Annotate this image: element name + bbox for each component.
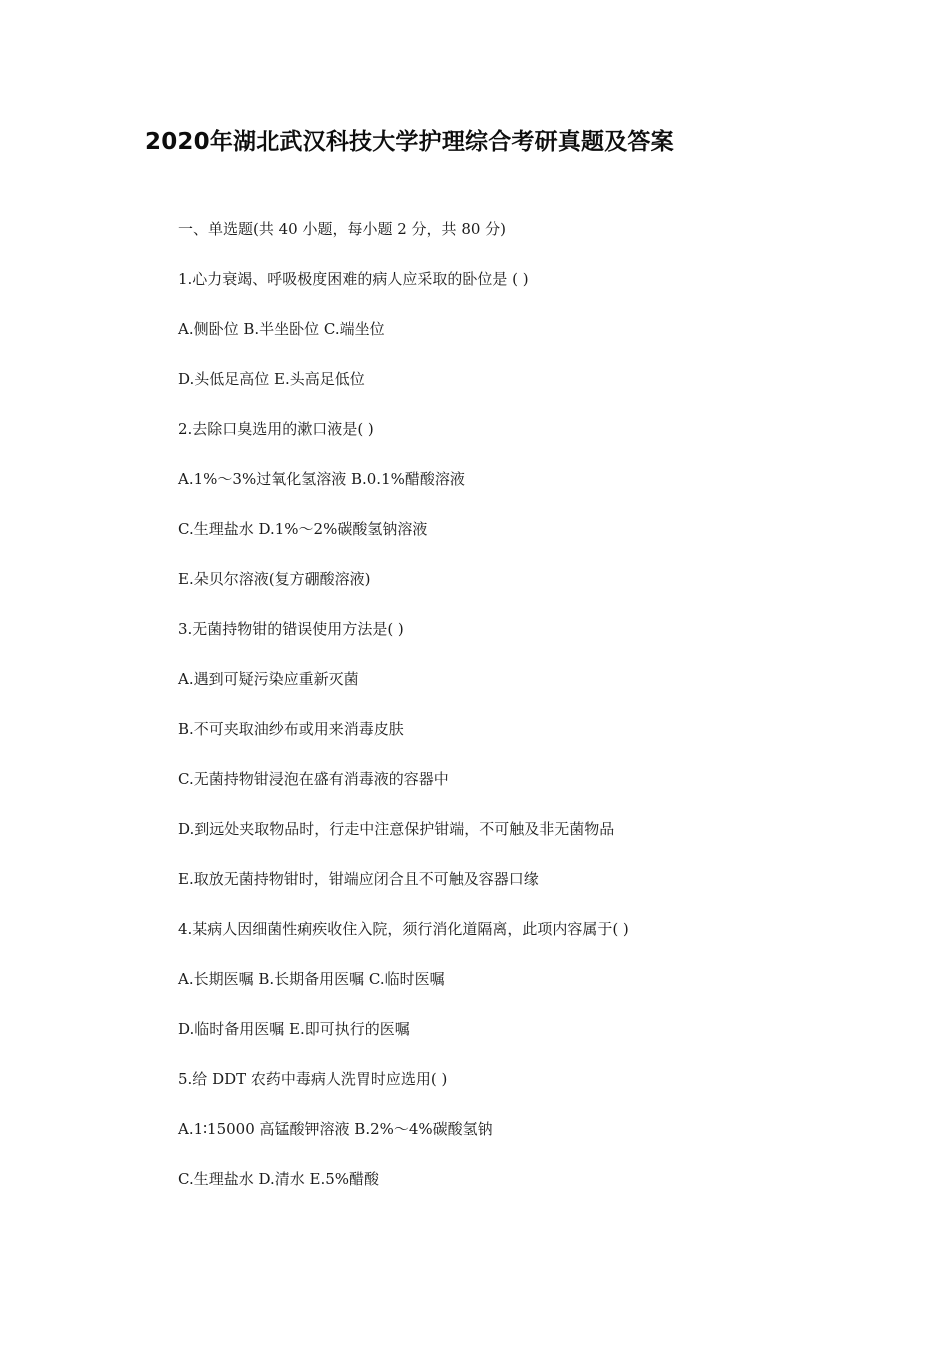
question-4-stem: 4.某病人因细菌性痢疾收住入院，须行消化道隔离，此项内容属于( )	[178, 920, 629, 938]
document-title: 2020年湖北武汉科技大学护理综合考研真题及答案	[145, 129, 674, 155]
question-3-option-b: B.不可夹取油纱布或用来消毒皮肤	[178, 720, 404, 738]
question-1-options-a-c: A.侧卧位 B.半坐卧位 C.端坐位	[178, 320, 385, 338]
question-1-stem: 1.心力衰竭、呼吸极度困难的病人应采取的卧位是 ( )	[178, 270, 529, 288]
question-1-options-d-e: D.头低足高位 E.头高足低位	[178, 370, 365, 388]
question-4-options-d-e: D.临时备用医嘱 E.即可执行的医嘱	[178, 1020, 410, 1038]
question-3-option-c: C.无菌持物钳浸泡在盛有消毒液的容器中	[178, 770, 449, 788]
question-2-option-e: E.朵贝尔溶液(复方硼酸溶液)	[178, 570, 371, 588]
question-2-options-c-d: C.生理盐水 D.1%～2%碳酸氢钠溶液	[178, 520, 428, 538]
question-list	[178, 215, 878, 1215]
question-3-option-d: D.到远处夹取物品时，行走中注意保护钳端，不可触及非无菌物品	[178, 820, 615, 838]
question-5-options-a-b: A.1∶15000 高锰酸钾溶液 B.2%～4%碳酸氢钠	[178, 1120, 493, 1138]
question-2-stem: 2.去除口臭选用的漱口液是( )	[178, 420, 374, 438]
question-5-stem: 5.给 DDT 农药中毒病人洗胃时应选用( )	[178, 1070, 448, 1088]
section-heading: 一、单选题(共 40 小题，每小题 2 分，共 80 分)	[178, 220, 507, 238]
question-3-option-e: E.取放无菌持物钳时，钳端应闭合且不可触及容器口缘	[178, 870, 539, 888]
question-3-option-a: A.遇到可疑污染应重新灭菌	[178, 670, 359, 688]
question-5-options-c-e: C.生理盐水 D.清水 E.5%醋酸	[178, 1170, 380, 1188]
question-3-stem: 3.无菌持物钳的错误使用方法是( )	[178, 620, 404, 638]
question-2-options-a-b: A.1%～3%过氧化氢溶液 B.0.1%醋酸溶液	[178, 470, 465, 488]
question-4-options-a-c: A.长期医嘱 B.长期备用医嘱 C.临时医嘱	[178, 970, 445, 988]
